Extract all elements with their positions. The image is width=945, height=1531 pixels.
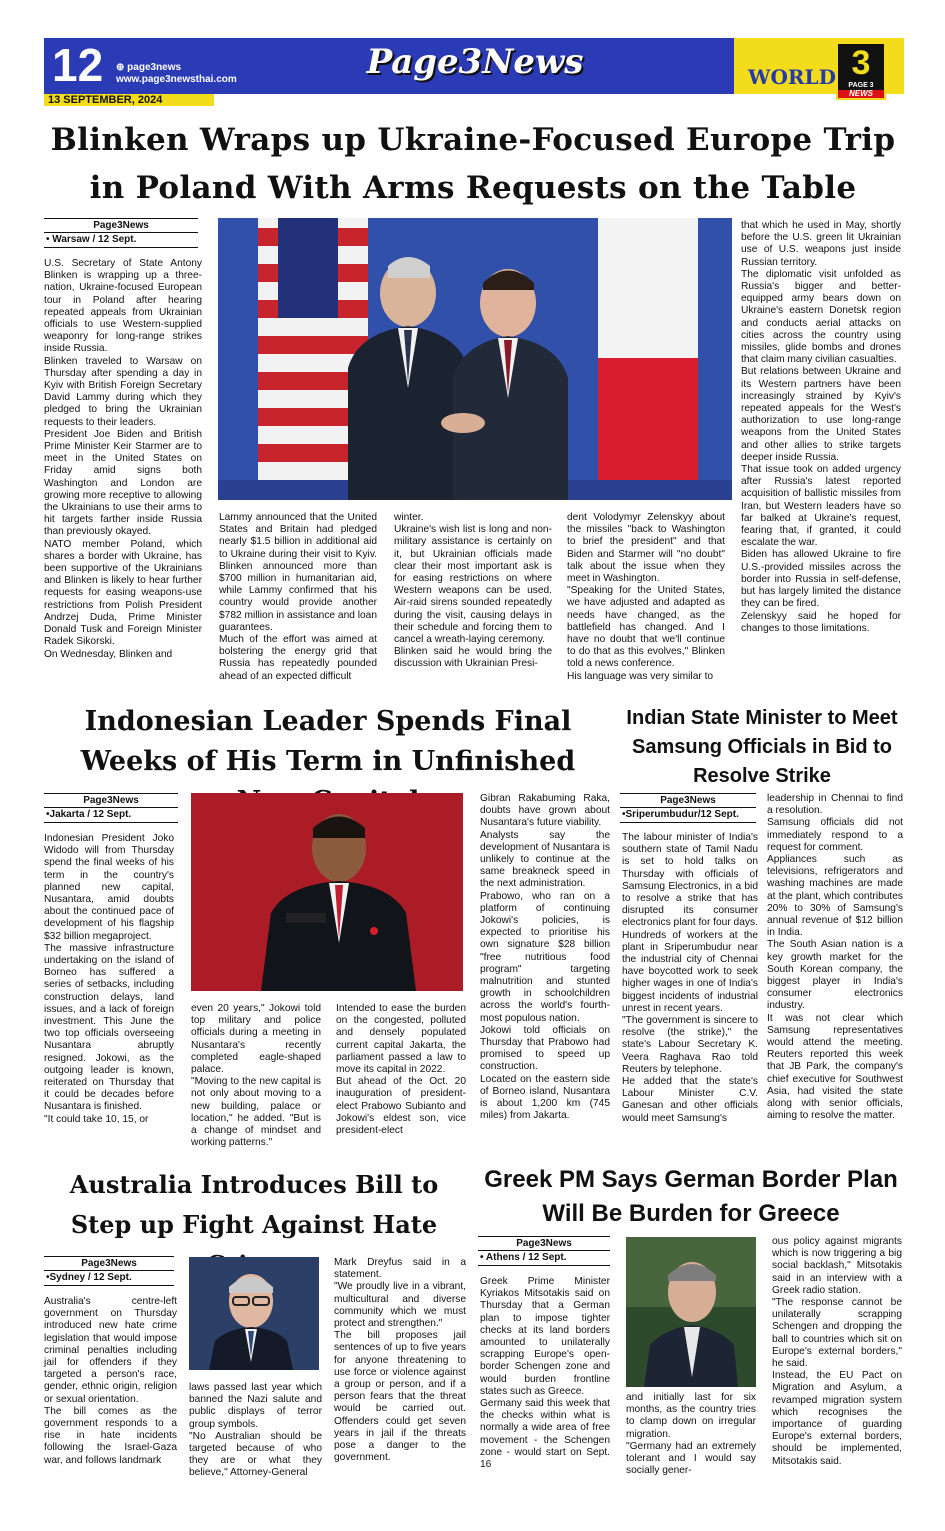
article5-location: • Athens / 12 Sept.: [480, 1252, 567, 1263]
article5-col2: and initially last for six months, as the country tries to clamp down on irregular migration. "Germany had an extremely tolerant and I would say socially gener-: [626, 1392, 756, 1477]
article1-col1: U.S. Secretary of State Antony Blinken is wrapping up a three-nation, Ukraine-focused European tour in Poland after hearing repeated appeals from Ukrainian officials to use Western-supplied weaponry for long-range strikes inside Russia. Blinken traveled to Warsaw on Thursday after spending a day in Kyiv with British Foreign Secretary David Lammy during which they pledged to bring the Ukrainian requests to their leaders. President Joe Biden and British Prime Minister Keir Starmer are to meet in the United States on Friday amid signs both Washington and London are growing more receptive to allowing the Ukrainians to use their arms to hit targets farther inside Russia than previously okayed. NATO member Poland, which shares a border with Ukraine, has been supportive of the Ukrainians and Blinken is likely to hear further requests for easing weapons-use restrictions from Polish President Andrzej Duda, Prime Minister Donald Tusk and Foreign Minister Radek Sikorski. On Wednesday, Blinken and: [44, 258, 202, 660]
website: www.page3newsthai.com: [116, 74, 237, 85]
social-icon: ⊕: [116, 62, 125, 73]
article2-col3: Intended to ease the burden on the congested, polluted and densely populated current capital Jakarta, the parliament passed a law to move its capital in 2022. But ahead of the Oct. 20 inauguration of president-elect Prabowo Subianto and Jokowi's eldest son, vice president-elect: [336, 1003, 466, 1137]
section-label: WORLD: [748, 65, 836, 89]
article3-location: •Sriperumbudur/12 Sept.: [622, 809, 739, 820]
article4-location: •Sydney / 12 Sept.: [46, 1272, 132, 1283]
article3-col1: The labour minister of India's southern state of Tamil Nadu is set to hold talks on Thursday with officials of Samsung Electronics, in a bid to resolve a strike that has disrupted its consumer electronics plant for four days. Hundreds of workers at the plant in Sriperumbudur near the industrial city of Chennai have boycotted work to seek higher wages in one of India's biggest incidents of industrial unrest in recent years. "The government is sincere to resolve (the strike)," the state's Labour Secretary K. Veera Raghava Rao told Reuters by telephone. He added that the state's Labour Minister C.V. Ganesan and other officials would meet Samsung's: [622, 832, 758, 1124]
article5-source: Page3News: [478, 1237, 610, 1251]
article2-location: •Jakarta / 12 Sept.: [46, 809, 132, 820]
article2-headline: Indonesian Leader Spends Final Weeks of His Term in Unfinished: [80, 706, 576, 777]
article4-headline: Australia Introduces Bill to Step up Fight Against Hate: [69, 1170, 439, 1239]
article1-col2: Lammy announced that the United States and Britain had pledged nearly $1.5 billion in additional aid to Ukraine during their visit to Kyiv. Blinken announced more than $700 million in humanitarian aid, while Lammy confirmed that his country would provide another $782 million in assistance and loan guarantees. Much of the effort was aimed at bolstering the energy grid that Russia has repeatedly pounded ahead of an expected difficult: [219, 512, 377, 682]
issue-date: 13 SEPTEMBER, 2024: [48, 94, 163, 106]
article5-byline: [478, 1236, 610, 1266]
article1-col4: dent Volodymyr Zelenskyy about the missiles "back to Washington to brief the president" and that Biden and Starmer will "no doubt" talk about the issue when they meet in Washington. "Speaking for the United States, we have adjusted and adapted as needs have changed, as the battlefield has changed. And I have no doubt that we'll continue to do that as this evolves," Blinken told a news conference. His language was very similar to: [567, 512, 725, 682]
logo-tag: NEWS: [838, 90, 884, 98]
article5-headline: Greek PM Says German Border Plan Will Be Burden for Greece: [484, 1166, 898, 1227]
article1-headline: Blinken Wraps up Ukraine-Focused Europe Trip in Poland With Arms Requests on the Table: [50, 122, 896, 206]
social-handle: page3news: [127, 62, 182, 73]
article2-col1: Indonesian President Joko Widodo will from Thursday spend the final weeks of his term in the country's planned new capital, Nusantara, amid doubts about the continued pace of development of his flagship $32 billion megaproject. The massive infrastructure undertaking on the island of Borneo has suffered a series of setbacks, including construction delays, land issues, and a lack of foreign investment. This June the two top officials overseeing Nusantara abruptly resigned. Jokowi, as the outgoing leader is known, reiterated on Thursday that it could be decades before Nusantara is finished. "It could take 10, 15, or: [44, 833, 174, 1125]
article1-photo: [218, 218, 732, 500]
page3-logo: [836, 42, 886, 100]
article1-source: Page3News: [44, 219, 198, 233]
article3-byline: [620, 793, 756, 823]
poland-flag: [598, 218, 698, 500]
article2-byline: [44, 793, 178, 823]
article2-col4: Gibran Rakabuming Raka, doubts have grown about Nusantara's future viability. Analysts say the development of Nusantara is unlikely to continue at the same breakneck speed in the next administration. Prabowo, who ran on a platform of continuing Jokowi's policies, is expected to prioritise his own signature $28 billion "free nutritious food program" targeting malnutrition and stunted growth in schoolchildren across the world's fourth-most populous nation. Jokowi told officials on Thursday that Prabowo had promised to speed up construction. Located on the eastern side of Borneo island, Nusantara is about 1,200 km (745 miles) from Jakarta.: [480, 793, 610, 1122]
article2-source: Page3News: [44, 794, 178, 808]
article3-source: Page3News: [620, 794, 756, 808]
site-info: [116, 62, 237, 86]
article5-col3: ous policy against migrants which is now triggering a big social backlash," Mitsotakis said in an interview with a Greek radio station. "The response cannot be unilaterally scrapping Schengen and dropping the ball to countries which sit on Europe's external borders," he said. Instead, the EU Pact on Migration and Asylum, a revamped migration system which recognises the importance of guarding Europe's external borders, should be implemented, Mitsotakis said.: [772, 1236, 902, 1467]
logo-number: 3: [851, 44, 871, 82]
article3-headline: Indian State Minister to Meet Samsung Officials in Bid to Resolve Strike: [626, 707, 898, 787]
article1-location: • Warsaw / 12 Sept.: [46, 234, 137, 245]
article2-col2: even 20 years," Jokowi told top military and police officials during a meeting in Nusantara's recently completed eagle-shaped palace. "Moving to the new capital is not only about moving to a new building, palace or location," he added. "But is a change of mindset and working patterns.": [191, 1003, 321, 1149]
logo-sub: PAGE 3: [848, 82, 874, 89]
article4-source: Page3News: [44, 1257, 174, 1271]
article4-photo: [189, 1257, 319, 1370]
article4-col1: Australia's centre-left government on Thursday introduced new hate crime legislation that would impose criminal penalties including jail for offenders if they targeted a person's race, gender, ethnic origin, religion or sexual orientation. The bill comes as the government responds to a rise in hate incidents following the Israel-Gaza war, and follows landmark: [44, 1296, 177, 1466]
article1-col5: that which he used in May, shortly before the U.S. green lit Ukrainian use of U.S. weapons just inside Russian territory. The diplomatic visit unfolded as Russia's bigger and better-equipped army bears down on Ukraine's eastern Donetsk region and conducts aerial attacks on cities across the country using missiles, glide bombs and drones that claim many civilian casualties. But relations between Ukraine and its Western partners have been increasingly strained by Kyiv's repeated appeals for the West's authorization to use long-range weapons from the United States and other allies to strike targets deeper inside Russia. That issue took on added urgency after Russia's latest reported acquisition of ballistic missiles from Iran, but Western leaders have so far balked at Ukraine's request, fearing that, if granted, it could escalate the war. Biden has allowed Ukraine to fire U.S.-provided missiles across the border into Russia in self-defense, but has largely limited the distance they can be fired. Zelenskyy said he hoped for changes to those limitations.: [741, 220, 901, 634]
article2-photo: [191, 793, 463, 991]
article4-byline: [44, 1256, 174, 1286]
article1-col3: winter. Ukraine's wish list is long and non-military assistance is certainly on it, but Ukrainian officials made clear their most important ask is for easing restrictions on where Western weapons can be used. Air-raid sirens sounded repeatedly during the visit, causing delays in their schedule and forcing them to cancel a wreath-laying ceremony. Blinken said he would bring the discussion with Ukrainian Presi-: [394, 512, 552, 670]
article3-col2: leadership in Chennai to find a resolution. Samsung officials did not immediately respond to a request for comment. Appliances such as televisions, refrigerators and washing machines are made at the plant, which contributes 20% to 30% of Samsung's annual revenue of $12 billion in India. The South Asian nation is a key growth market for the South Korean company, the biggest player in India's consumer electronics industry. It was not clear which Samsung representatives would attend the meeting. Reuters reported this week that JB Park, the company's chief executive for Southwest Asia, had visited the state along with senior officials, aiming to resolve the matter.: [767, 793, 903, 1122]
masthead: Page3News: [366, 42, 584, 82]
article4-col3: Mark Dreyfus said in a statement. "We proudly live in a vibrant, multicultural and diverse community which we must protect and strengthen." The bill proposes jail sentences of up to five years for anyone threatening to use force or violence against a group or person, and if a person fears that the threat would be carried out. Offenders could get seven years in jail if the threats pose a danger to the government.: [334, 1257, 466, 1464]
page-number: 12: [52, 39, 104, 91]
article1-byline: [44, 218, 198, 248]
article4-col2: laws passed last year which banned the Nazi salute and public displays of terror group symbols. "No Australian should be targeted because of who they are or what they believe," Attorney-General: [189, 1382, 322, 1479]
article5-photo: [626, 1237, 756, 1387]
article5-col1: Greek Prime Minister Kyriakos Mitsotakis said on Thursday that a German plan to impose tighter checks at its land borders amounted to unilaterally scrapping Europe's open-border Schengen zone and would burden frontline states such as Greece. Germany said this week that the checks within what is normally a wide area of free movement - the Schengen zone - would start on Sept. 16: [480, 1276, 610, 1471]
